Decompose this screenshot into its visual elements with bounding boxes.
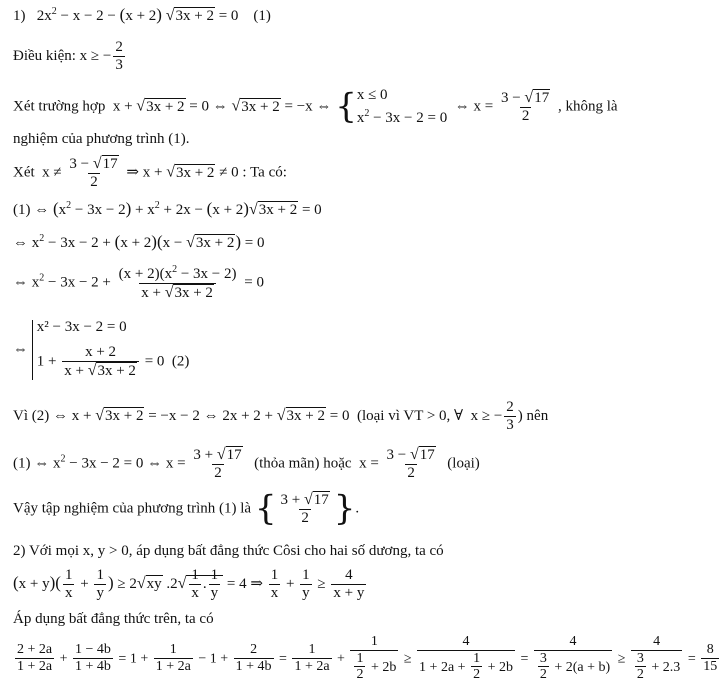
problem2-final: $\frac{2 + 2a}{1 + 2a}$ + $\frac{1 - 4b}{1 + 4b}$ = 1 + $\frac{1}{1 + 2a}$ − 1 + $\frac{2}{1 + 4b}$ = $\frac{1}{1 + 2a}$ + 1 $\frac{1}{2}$ + 2b ≥ 4 1 + 2a + $\frac{1}{2}$ + 2b = 4 $\frac{3}{2}$ + 2(a + b) ≥ 4 $\frac{3}{2}$ + 2.3 = $\frac{8}{15}$ — [17, 634, 718, 683]
problem2-heading: 2) Với mọi x, y > 0, áp dụng bất đẳng thức Côsi cho hai số dương, ta có — [13, 543, 444, 559]
case-line-2: nghiệm của phương trình (1). — [13, 131, 190, 147]
conclusion: Vậy tập nghiệm của phương trình (1) là { $\frac{3 + √17}{2}$ }. — [13, 488, 360, 529]
solution-line: (1) ⇔ $x^2 - 3x - 2 = 0$ ⇔ x = $\frac{3 + √17}{2}$ (thỏa mãn) hoặc x = $\frac{3 - √17}{2}$ (loại) — [13, 446, 480, 481]
problem2-ineq: (x + y)( $\frac{1}{x}$ + $\frac{1}{y}$ ) ≥ 2√xy .2√ $\frac{1}{x}$ . $\frac{1}{y}$ = 4 ⇒ $\frac{1}{x}$ + $\frac{1}{y}$ ≥ $\frac{4}{x + y}$ — [13, 567, 365, 601]
step-3: ⇔ $x^2 - 3x - 2$ + $\frac{(x + 2)(x^2 - 3x - 2)}{x + √3x + 2}$ = 0 — [13, 264, 264, 301]
problem2-apply: Áp dụng bất đẳng thức trên, ta có — [13, 611, 214, 627]
step-2: ⇔ $x^2 - 3x - 2 + (x + 2)(x - √3x + 2) = 0$ — [13, 232, 265, 251]
step-1: (1) ⇔ $(x^2 - 3x - 2) + x^2 + 2x - (x + 2)√3x + 2 = 0$ — [13, 199, 322, 218]
case-line: Xét trường hợp x + √3x + 2 = 0 ⇔ √3x + 2 = −x ⇔ { x ≤ 0 $x^2 - 3x - 2 = 0$ ⇔ x = $\frac{3 - √17}{2}$ , không là — [13, 86, 618, 127]
condition: Điều kiện: x ≥ − $\frac{2}{3}$ — [13, 39, 123, 73]
vi-line: Vì (2) ⇔ x + √3x + 2 = −x − 2 ⇔ 2x + 2 + √3x + 2 = 0 (loại vì VT > 0, ∀ x ≥ − $\frac{2}{3}$ ) nên — [13, 399, 549, 433]
else-line: Xét x ≠ $\frac{3 - √17}{2}$ ⇒ x + √3x + 2 ≠ 0 : Ta có: — [13, 155, 287, 190]
condition-label: Điều kiện: — [13, 48, 76, 65]
step-4: ⇔ x² − 3x − 2 = 0 1 + $\frac{x + 2}{x + √3x + 2}$ = 0 (2) — [13, 319, 190, 379]
problem1-heading: 1) $2x^2 - x - 2 - (x + 2) √3x + 2 = 0$ (1) — [13, 5, 271, 24]
